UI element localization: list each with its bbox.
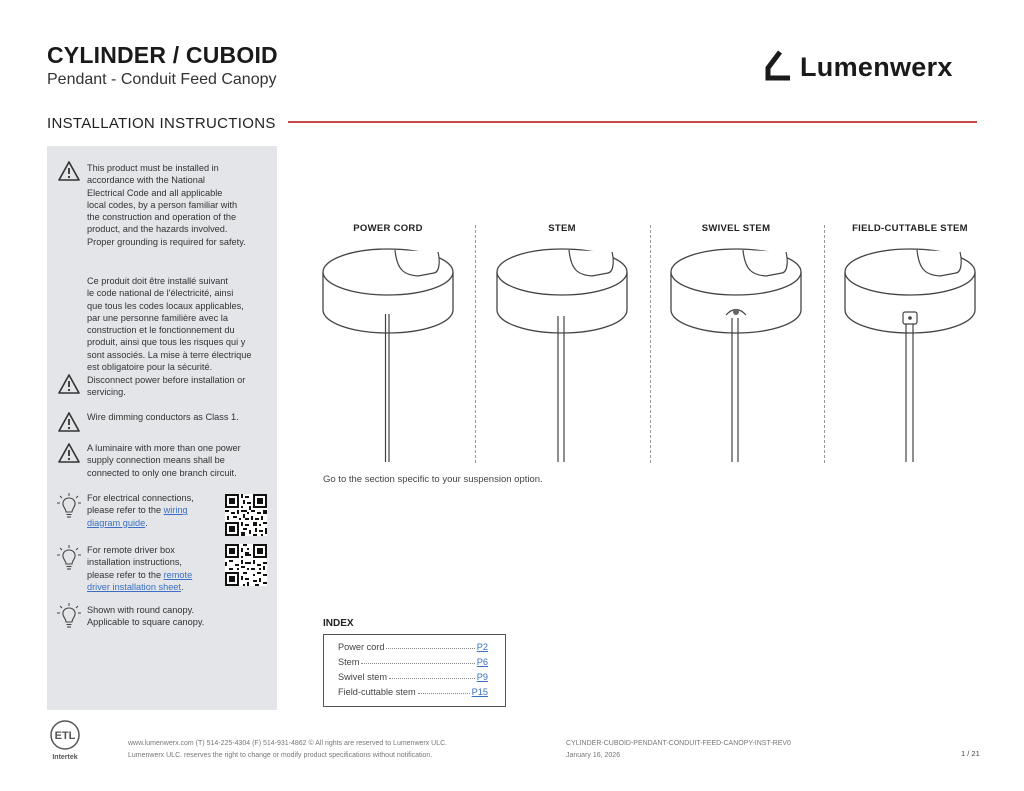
warnings-panel xyxy=(47,146,277,710)
wiring-diagram-link-cont[interactable]: diagram guide xyxy=(87,517,146,528)
footer-legal: www.lumenwerx.com (T) 514-225-4304 (F) 514-931-4862 © All rights are reserved to Lumenwerx ULC. Lumenwerx ULC. reserves the right to change or modify product specifications without notification. xyxy=(128,740,448,759)
lightbulb-icon xyxy=(57,602,81,632)
document-subtitle: Pendant - Conduit Feed Canopy xyxy=(47,71,277,88)
canopy-power-cord-illustration xyxy=(318,240,458,465)
warning-triangle-icon xyxy=(57,160,81,182)
canopy-stem-illustration xyxy=(492,240,632,465)
driver-sheet-link-cont[interactable]: driver installation sheet xyxy=(87,581,181,592)
option-label: POWER CORD xyxy=(353,223,423,234)
warning-triangle-icon xyxy=(57,373,81,395)
lightbulb-icon xyxy=(57,544,81,574)
footer-doc-info: CYLINDER-CUBOID-PENDANT-CONDUIT-FEED-CANOPY-INST-REV0 January 16, 2026 xyxy=(566,740,791,759)
canopy-text: Shown with round canopy. Applicable to square canopy. xyxy=(87,605,205,628)
option-label: FIELD-CUTTABLE STEM xyxy=(852,223,968,234)
safety-text-fr: Ce produit doit être installé suivant le code national de l'électricité, ainsi que tous les codes locaux applicables, par une personne familière avec la construction et le fonctionnement du produit, ainsi que tous les risques qui y sont associés. La mise à terre électrique est obligatoire pour la sécurité. xyxy=(87,276,252,373)
wiring-text: For electrical connections, please refer to the wiring diagram guide. xyxy=(87,493,194,528)
index-table xyxy=(323,634,506,707)
qr-code-icon[interactable] xyxy=(225,494,267,536)
brand-logo xyxy=(764,50,953,84)
instruction-text: Go to the section specific to your suspension option. xyxy=(323,474,543,485)
driver-sheet-link[interactable]: remote xyxy=(163,569,193,580)
wiring-diagram-link[interactable]: wiring xyxy=(163,505,188,516)
svg-text:Intertek: Intertek xyxy=(52,754,78,761)
index-page-link[interactable]: P15 xyxy=(471,687,488,697)
canopy-swivel-stem-illustration xyxy=(666,240,806,465)
option-divider xyxy=(824,225,825,463)
etl-listed-icon xyxy=(45,717,85,761)
index-title: INDEX xyxy=(323,618,354,629)
disconnect-text: Disconnect power before installation or servicing. xyxy=(87,375,246,398)
index-row[interactable]: Swivel stem P9 xyxy=(338,672,488,682)
page-number: 1 / 21 xyxy=(961,749,980,758)
lightbulb-icon xyxy=(57,492,81,522)
section-heading: INSTALLATION INSTRUCTIONS xyxy=(47,115,276,132)
brand-name: Lumenwerx xyxy=(800,51,953,82)
qr-code-icon[interactable] xyxy=(225,544,267,586)
safety-text-en: This product must be installed in accordance with the National Electrical Code and all applicable local codes, by a person familiar with the construction and operation of the product, and the hazards involved. Proper grounding is required for safety. xyxy=(87,163,246,247)
warning-triangle-icon xyxy=(57,442,81,464)
document-title: CYLINDER / CUBOID xyxy=(47,42,278,68)
warning-triangle-icon xyxy=(57,411,81,433)
canopy-field-cuttable-stem-illustration xyxy=(840,240,980,465)
section-rule xyxy=(288,121,977,123)
lumenwerx-mark-icon xyxy=(764,50,792,84)
index-page-link[interactable]: P6 xyxy=(476,657,488,667)
option-divider xyxy=(475,225,476,463)
dimming-text: Wire dimming conductors as Class 1. xyxy=(87,412,239,422)
branch-circuit-text: A luminaire with more than one power supply connection means shall be connected to only one branch circuit. xyxy=(87,443,241,478)
svg-text:ETL: ETL xyxy=(54,730,76,742)
option-label: STEM xyxy=(548,223,576,234)
driver-text: For remote driver box installation instructions, please refer to the remote driver installation sheet. xyxy=(87,545,193,592)
index-page-link[interactable]: P9 xyxy=(476,672,488,682)
index-row[interactable]: Stem P6 xyxy=(338,657,488,667)
option-label: SWIVEL STEM xyxy=(701,223,771,234)
etl-certification-mark xyxy=(45,717,85,766)
option-divider xyxy=(650,225,651,463)
index-row[interactable]: Power cord P2 xyxy=(338,642,488,652)
index-page-link[interactable]: P2 xyxy=(476,642,488,652)
index-row[interactable]: Field-cuttable stem P15 xyxy=(338,687,488,697)
